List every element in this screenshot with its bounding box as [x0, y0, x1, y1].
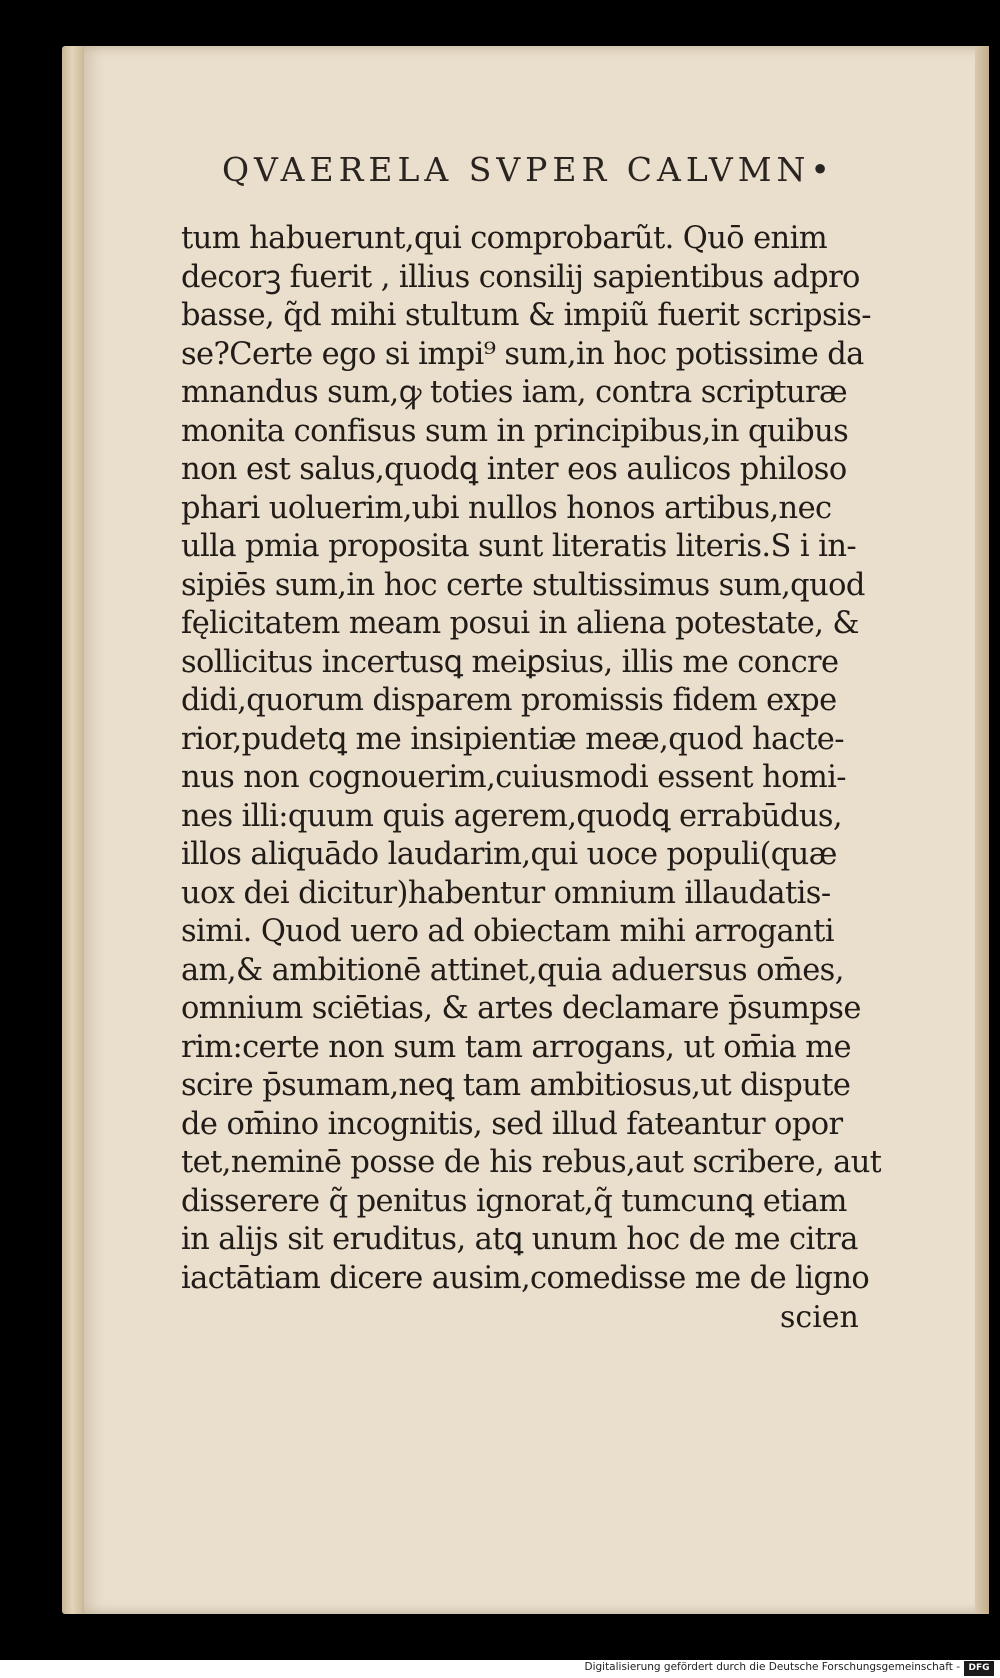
text-line: simi. Quod uero ad obiectam mihi arroganti — [181, 914, 834, 949]
text-line: am,& ambitionē attinet,quia aduersus om̄es, — [181, 952, 844, 988]
text-line: in alijs sit eruditus, atꝗ unum hoc de me citra — [181, 1222, 858, 1257]
text-line: mnandus sum,ꝙ toties iam, contra scripturæ — [181, 375, 848, 410]
text-line: rior,pudetꝗ me insipientiæ meæ,quod hacte- — [181, 721, 844, 757]
text-line: fęlicitatem meam posui in aliena potestate, & — [181, 606, 859, 641]
text-line: rim:certe non sum tam arrogans, ut om̄ia me — [181, 1029, 851, 1065]
running-head: QVAERELA SVPER CALVMN• — [222, 150, 835, 189]
dfg-logo: DFG — [964, 1661, 994, 1676]
text-line: de om̄ino incognitis, sed illud fateantur opor — [181, 1106, 843, 1142]
text-line: disserere q̃ penitus ignorat,q̃ tumcunꝗ etiam — [181, 1183, 847, 1219]
text-line: phari uoluerim,ubi nullos honos artibus,nec — [181, 490, 832, 526]
text-line: tet,neminē posse de his rebus,aut scribere, aut — [181, 1145, 881, 1180]
text-line: nes illi:quum quis agerem,quodꝗ errabūdus, — [181, 798, 843, 834]
text-line: sipiēs sum,in hoc certe stultissimus sum,quod — [181, 567, 865, 603]
text-line: scire p̄sumam,neꝗ tam ambitiosus,ut dispute — [181, 1068, 851, 1103]
text-line: iactātiam dicere ausim,comedisse me de ligno — [181, 1260, 870, 1296]
funding-credit: Digitalisierung gefördert durch die Deutsche Forschungsgemeinschaft - — [584, 1661, 960, 1673]
text-line: non est salus,quodꝗ inter eos aulicos philoso — [181, 452, 847, 487]
text-line: ulla pmia proposita sunt literatis literis.S i in- — [181, 529, 857, 564]
text-line: uox dei dicitur)habentur omnium illaudatis- — [181, 875, 831, 911]
text-line: nus non cognouerim,cuiusmodi essent homi- — [181, 760, 847, 795]
text-line: decorꝫ fuerit , illius consilij sapientibus adpro — [181, 259, 860, 295]
text-line: didi,quorum disparem promissis fidem expe — [181, 683, 837, 718]
text-line: basse, q̃d mihi stultum & impiũ fuerit scripsis- — [181, 298, 871, 333]
text-line: illos aliquādo laudarim,qui uoce populi(quæ — [181, 837, 837, 872]
text-line: tum habuerunt,qui comprobarũt. Quō enim — [181, 221, 828, 256]
page-right-edge — [975, 46, 989, 1614]
text-line: sollicitus incertusꝗ meiꝑsius, illis me concre — [181, 644, 839, 680]
text-block — [181, 220, 881, 1298]
text-line: omnium sciētias, & artes declamare p̄sumpse — [181, 991, 861, 1026]
text-line: monita confisus sum in principibus,in quibus — [181, 413, 849, 449]
catchword: scien — [780, 1300, 859, 1335]
text-line: se?Certe ego si impi⁹ sum,in hoc potissime da — [181, 336, 864, 372]
